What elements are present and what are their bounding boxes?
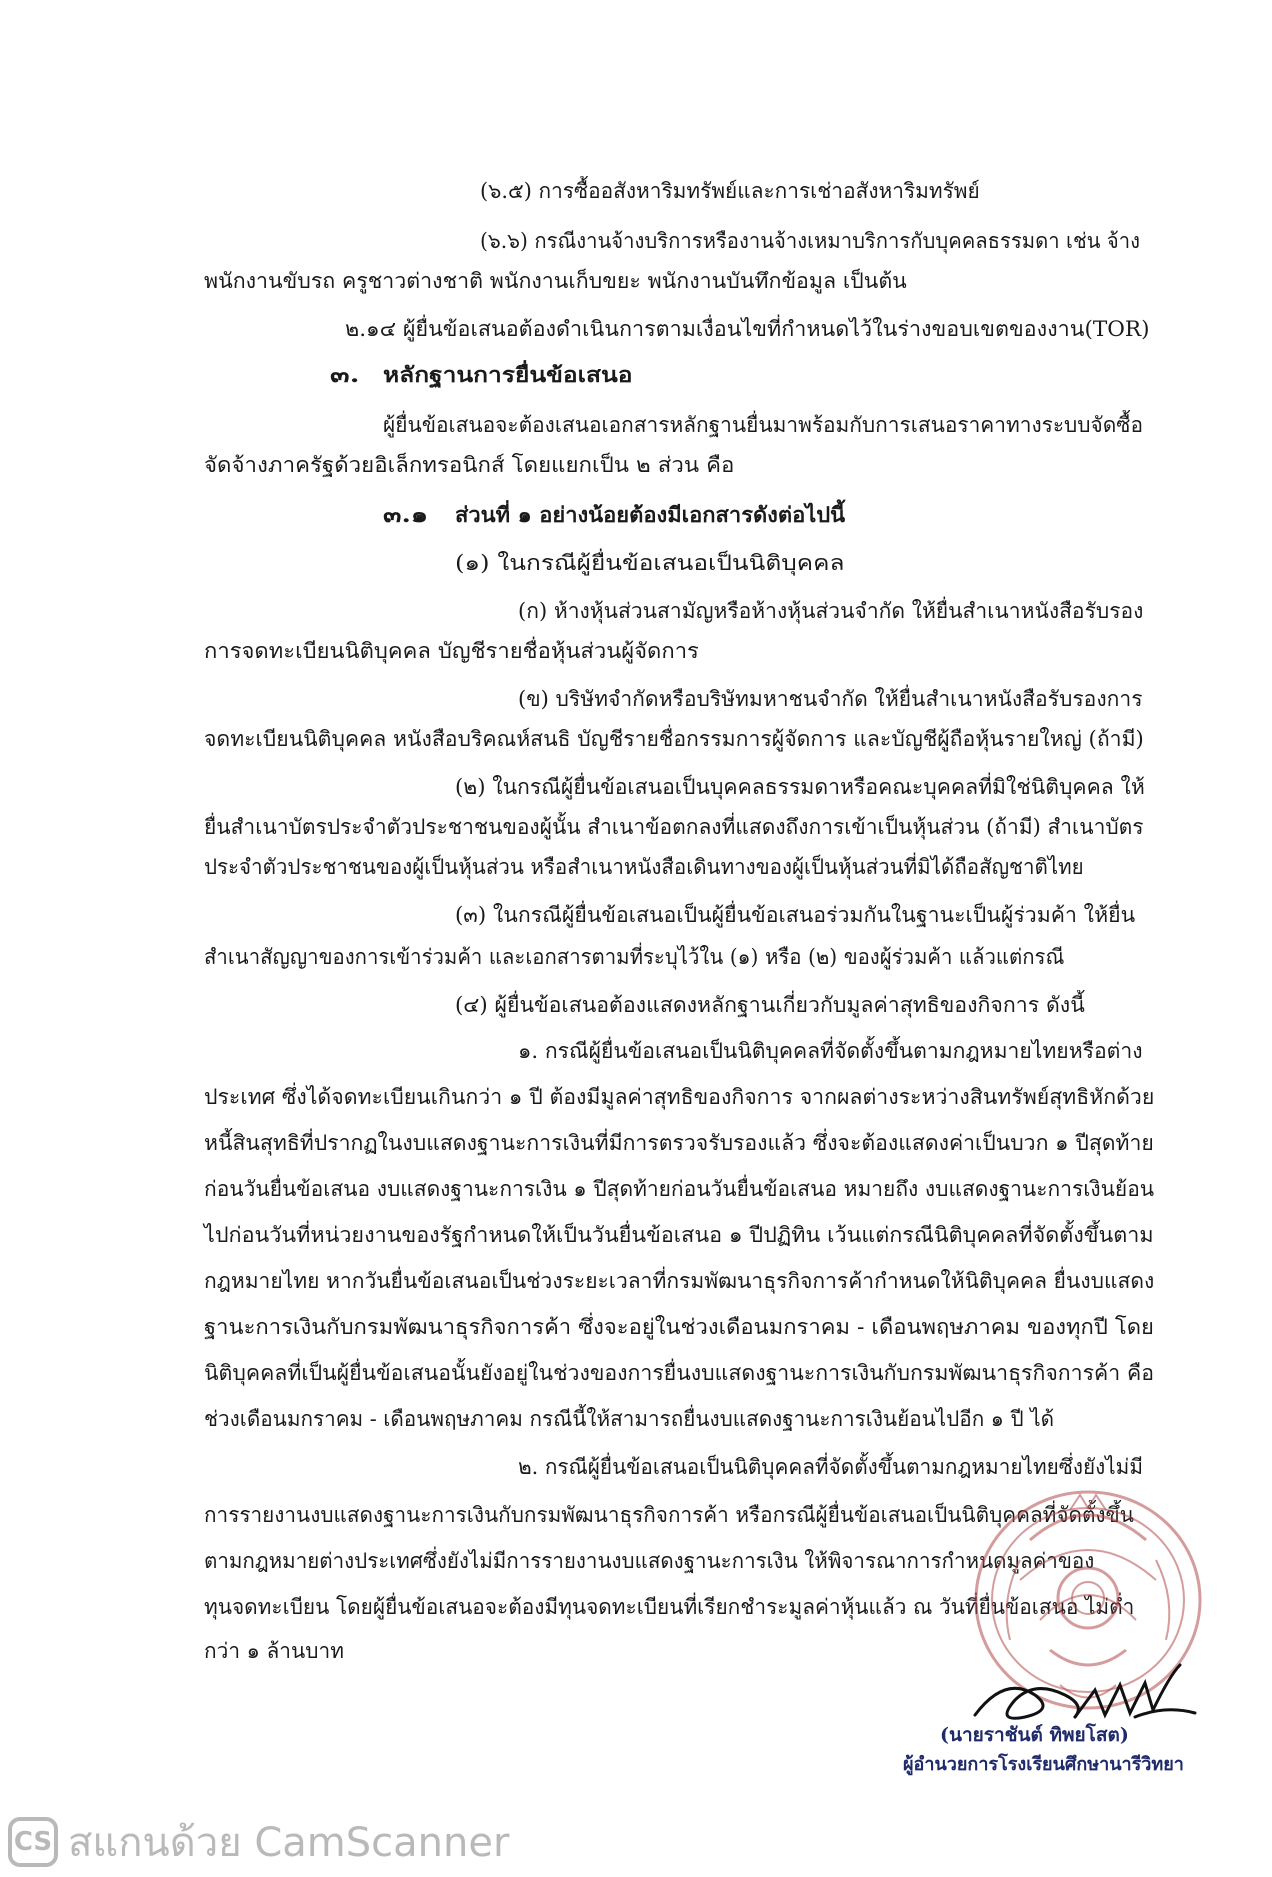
text-line: (๖.๖) กรณีงานจ้างบริการหรืองานจ้างเหมาบริการกับบุคคลธรรมดา เช่น จ้าง (480, 229, 1141, 253)
text-line: ก่อนวันยื่นข้อเสนอ งบแสดงฐานะการเงิน ๑ ปีสุดท้ายก่อนวันยื่นข้อเสนอ หมายถึง งบแสดงฐานะการเงินย้อน (204, 1177, 1155, 1201)
text-line: (๔) ผู้ยื่นข้อเสนอต้องแสดงหลักฐานเกี่ยวกับมูลค่าสุทธิของกิจการ ดังนี้ (455, 993, 1085, 1017)
text-line: ๑. กรณีผู้ยื่นข้อเสนอเป็นนิติบุคคลที่จัดตั้งขึ้นตามกฎหมายไทยหรือต่าง (518, 1039, 1143, 1063)
text-line: นิติบุคคลที่เป็นผู้ยื่นข้อเสนอนั้นยังอยู่ในช่วงของการยื่นงบแสดงฐานะการเงินกับกรมพัฒนาธุรกิจการค้า คือ (204, 1361, 1154, 1385)
text-line: ไปก่อนวันที่หน่วยงานของรัฐกำหนดให้เป็นวันยื่นข้อเสนอ ๑ ปีปฏิทิน เว้นแต่กรณีนิติบุคคลที่จัดตั้งขึ้นตาม (204, 1223, 1154, 1247)
text-line: หลักฐานการยื่นข้อเสนอ (383, 362, 633, 387)
text-line: ๓. (330, 362, 360, 387)
text-line: กฎหมายไทย หากวันยื่นข้อเสนอเป็นช่วงระยะเวลาที่กรมพัฒนาธุรกิจการค้ากำหนดให้นิติบุคคล ยื่นงบแสดง (204, 1269, 1155, 1293)
text-line: (๑) ในกรณีผู้ยื่นข้อเสนอเป็นนิติบุคคล (455, 551, 845, 575)
text-line: ประจำตัวประชาชนของผู้เป็นหุ้นส่วน หรือสำเนาหนังสือเดินทางของผู้เป็นหุ้นส่วนที่มิได้ถือสัญชาติไทย (204, 855, 1084, 879)
text-line: ฐานะการเงินกับกรมพัฒนาธุรกิจการค้า ซึ่งจะอยู่ในช่วงเดือนมกราคม - เดือนพฤษภาคม ของทุกปี โดย (204, 1315, 1154, 1339)
camscanner-logo-icon: CS (8, 1817, 58, 1867)
camscanner-watermark (8, 1814, 509, 1870)
text-line: พนักงานขับรถ ครูชาวต่างชาติ พนักงานเก็บขยะ พนักงานบันทึกข้อมูล เป็นต้น (204, 269, 907, 293)
text-line: สำเนาสัญญาของการเข้าร่วมค้า และเอกสารตามที่ระบุไว้ใน (๑) หรือ (๒) ของผู้ร่วมค้า แล้วแต่กรณี (204, 945, 1065, 969)
text-line: ทุนจดทะเบียน โดยผู้ยื่นข้อเสนอจะต้องมีทุนจดทะเบียนที่เรียกชำระมูลค่าหุ้นแล้ว ณ วันที่ยื่นข้อเสนอ ไม่ต่ำ (204, 1595, 1135, 1619)
signatory-position: ผู้อำนวยการโรงเรียนศึกษานารีวิทยา (903, 1754, 1184, 1775)
text-line: ยื่นสำเนาบัตรประจำตัวประชาชนของผู้นั้น สำเนาข้อตกลงที่แสดงถึงการเข้าเป็นหุ้นส่วน (ถ้ามี) สำเนาบัตร (204, 815, 1144, 839)
text-line: การรายงานงบแสดงฐานะการเงินกับกรมพัฒนาธุรกิจการค้า หรือกรณีผู้ยื่นข้อเสนอเป็นนิติบุคคลที่จัดตั้งขึ้น (204, 1503, 1134, 1527)
camscanner-text: สแกนด้วย CamScanner (68, 1820, 510, 1866)
text-line: ผู้ยื่นข้อเสนอจะต้องเสนอเอกสารหลักฐานยื่นมาพร้อมกับการเสนอราคาทางระบบจัดซื้อ (383, 413, 1143, 437)
text-line: (ข) บริษัทจำกัดหรือบริษัทมหาชนจำกัด ให้ยื่นสำเนาหนังสือรับรองการ (518, 687, 1143, 711)
text-line: ๓.๑ (383, 502, 428, 527)
text-line: ๒. กรณีผู้ยื่นข้อเสนอเป็นนิติบุคคลที่จัดตั้งขึ้นตามกฎหมายไทยซึ่งยังไม่มี (518, 1455, 1143, 1479)
text-line: (๒) ในกรณีผู้ยื่นข้อเสนอเป็นบุคคลธรรมดาหรือคณะบุคคลที่มิใช่นิติบุคคล ให้ (455, 775, 1145, 799)
text-line: จดทะเบียนนิติบุคคล หนังสือบริคณห์สนธิ บัญชีรายชื่อกรรมการผู้จัดการ และบัญชีผู้ถือหุ้นรายใหญ่ (ถ้ามี) (204, 727, 1144, 751)
text-line: (๖.๕) การซื้ออสังหาริมทรัพย์และการเช่าอสังหาริมทรัพย์ (480, 179, 980, 203)
text-line: ช่วงเดือนมกราคม - เดือนพฤษภาคม กรณีนี้ให้สามารถยื่นงบแสดงฐานะการเงินย้อนไปอีก ๑ ปี ได้ (204, 1407, 1055, 1431)
text-line: ตามกฎหมายต่างประเทศซึ่งยังไม่มีการรายงานงบแสดงฐานะการเงิน ให้พิจารณาการกำหนดมูลค่าของ (204, 1549, 1095, 1573)
text-line: การจดทะเบียนนิติบุคคล บัญชีรายชื่อหุ้นส่วนผู้จัดการ (204, 639, 699, 663)
text-line: (๓) ในกรณีผู้ยื่นข้อเสนอเป็นผู้ยื่นข้อเสนอร่วมกันในฐานะเป็นผู้ร่วมค้า ให้ยื่น (455, 903, 1136, 927)
text-line: จัดจ้างภาครัฐด้วยอิเล็กทรอนิกส์ โดยแยกเป็น ๒ ส่วน คือ (204, 453, 735, 477)
text-line: ๒.๑๔ ผู้ยื่นข้อเสนอต้องดำเนินการตามเงื่อนไขที่กำหนดไว้ในร่างขอบเขตของงาน(TOR) (345, 317, 1150, 341)
signatory-name: (นายราชันต์ ทิพยโสต) (940, 1724, 1129, 1746)
text-line: กว่า ๑ ล้านบาท (204, 1639, 344, 1663)
text-line: (ก) ห้างหุ้นส่วนสามัญหรือห้างหุ้นส่วนจำกัด ให้ยื่นสำเนาหนังสือรับรอง (518, 599, 1144, 623)
text-line: ส่วนที่ ๑ อย่างน้อยต้องมีเอกสารดังต่อไปนี้ (455, 502, 846, 527)
text-line: หนี้สินสุทธิที่ปรากฏในงบแสดงฐานะการเงินที่มีการตรวจรับรองแล้ว ซึ่งจะต้องแสดงค่าเป็นบวก ๑ ปีสุดท้าย (204, 1131, 1154, 1155)
text-line: ประเทศ ซึ่งได้จดทะเบียนเกินกว่า ๑ ปี ต้องมีมูลค่าสุทธิของกิจการ จากผลต่างระหว่างสินทรัพย์สุทธิหักด้วย (204, 1085, 1155, 1109)
